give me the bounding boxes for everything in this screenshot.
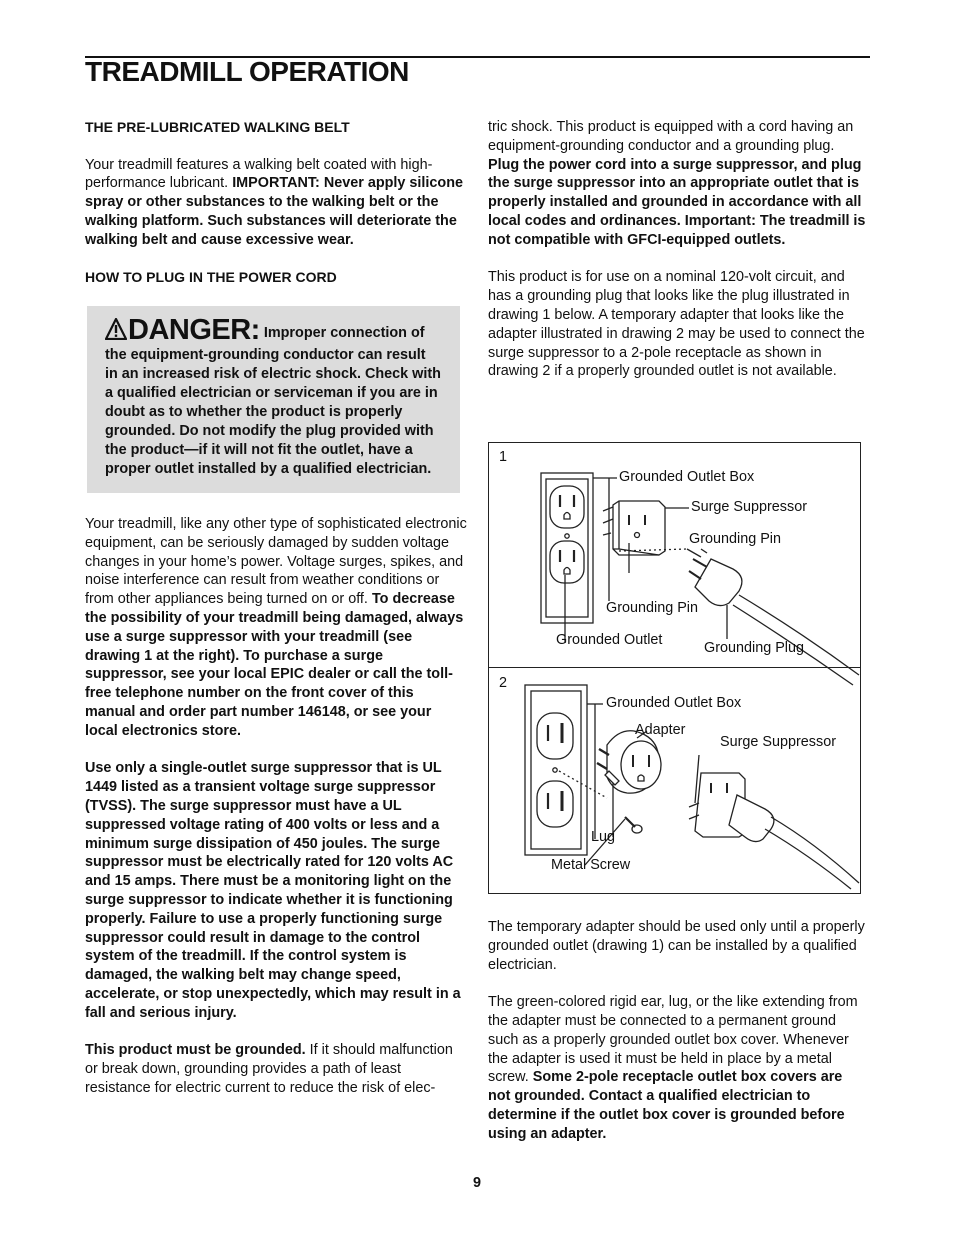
label-metal-screw: Metal Screw	[551, 857, 631, 873]
surge-text: Your treadmill, like any other type of sophisticated electronic equipment, can be seriously damaged by sudden voltage changes in your home’s power. Voltage surges, spikes, and noise interference can result from weather conditions or from other appliances being turned on or off.	[85, 515, 467, 608]
surge-suppressor-drawing-1	[603, 501, 665, 555]
left-column	[85, 118, 467, 1116]
walking-belt-warning: IMPORTANT: Never apply silicone spray or other substances to the walking belt or the walking platform. Such substances will deteriorate the walking belt and cause excessive wear.	[85, 175, 464, 248]
grounded-paragraph	[85, 1041, 467, 1097]
shock-instruction: Plug the power cord into a surge suppressor, and plug the surge suppressor into an appropriate outlet that is properly installed and grounded in accordance with all local codes and ordinances. Important: The treadmill is not compatible with GFCI-equipped outlets.	[488, 156, 866, 248]
label-grounded-outlet-box-1: Grounded Outlet Box	[619, 469, 755, 485]
label-grounding-plug: Grounding Plug	[704, 640, 805, 656]
label-grounded-outlet: Grounded Outlet	[556, 632, 663, 648]
page-number: 9	[472, 1175, 481, 1191]
drawing-2-number: 2	[499, 675, 508, 691]
page-title: TREADMILL OPERATION	[85, 56, 409, 87]
right-column-lower	[488, 918, 868, 1162]
walking-belt-paragraph	[85, 156, 467, 250]
surge-paragraph	[85, 515, 467, 741]
grounding-plug-drawing	[619, 549, 859, 685]
rigid-ear-paragraph	[488, 993, 868, 1143]
right-column	[488, 118, 868, 400]
danger-text: Improper connection of the equipment-grounding conductor can result in an increased risk of electric shock. Check with a qualified electrician or serviceman if you are in doubt as to whether the product is properly grounded. Do not modify the plug provided with the product—if it will not fit the outlet, have a proper outlet installed by a qualified electrician.	[105, 324, 441, 477]
label-grounded-outlet-box-2: Grounded Outlet Box	[606, 695, 742, 711]
danger-box	[87, 306, 460, 493]
label-grounding-pin-top: Grounding Pin	[689, 531, 782, 547]
section-heading-power-cord: HOW TO PLUG IN THE POWER CORD	[85, 269, 337, 286]
drawing-1-number: 1	[499, 449, 508, 465]
label-surge-suppressor-1: Surge Suppressor	[691, 499, 807, 515]
label-surge-suppressor-2: Surge Suppressor	[720, 734, 836, 750]
nominal-circuit-paragraph: This product is for use on a nominal 120-volt circuit, and has a grounding plug that looks like the plug illustrated in drawing 1 below. A temporary adapter that looks like the adapter illustrated in drawing 2 may be used to connect the surge suppressor to a 2-pole receptacle as shown in drawing 2 if a properly grounded outlet is not available.	[488, 269, 865, 380]
temporary-adapter-paragraph: The temporary adapter should be used only until a properly grounded outlet (drawing 1) can be installed by a qualified electrician.	[488, 919, 865, 973]
grounded-bold: This product must be grounded.	[85, 1042, 306, 1059]
surge-instruction: To decrease the possibility of your treadmill being damaged, always use a surge suppressor with your treadmill (see drawing 1 at the right). To purchase a surge suppressor, see your local EPIC dealer or call the toll-free telephone number on the front cover of this manual and order part number 146148, or see your local electronics store.	[85, 591, 464, 739]
label-lug: Lug	[591, 829, 616, 845]
power-plug-drawing-2	[729, 795, 859, 889]
warning-triangle-icon	[105, 318, 127, 346]
walking-belt-text: Your treadmill features a walking belt coated with high-performance lubricant.	[85, 156, 433, 192]
shock-text: tric shock. This product is equipped with a cord having an equipment-grounding conductor and a grounding plug.	[488, 119, 854, 154]
section-heading-walking-belt: THE PRE-LUBRICATED WALKING BELT	[85, 119, 350, 135]
metal-screw-drawing	[625, 817, 642, 833]
label-adapter: Adapter	[635, 722, 686, 738]
rigid-ear-text: The green-colored rigid ear, lug, or the like extending from the adapter must be connected to a permanent ground such as a properly grounded outlet box cover. Whenever the adapter is used it must be held in place by a metal screw.	[488, 994, 858, 1086]
shock-paragraph	[488, 118, 868, 250]
label-grounding-pin-bottom: Grounding Pin	[606, 600, 699, 616]
grounded-text: If it should malfunction or break down, grounding provides a path of least resistance for electric current to reduce the risk of elec-	[85, 1042, 453, 1096]
rigid-ear-warning: Some 2-pole receptacle outlet box covers are not grounded. Contact a qualified electrician to determine if the outlet box cover is grounded before using an adapter.	[488, 1069, 845, 1142]
danger-word: DANGER:	[128, 313, 260, 346]
two-pole-outlet-drawing	[525, 685, 587, 855]
grounded-outlet-drawing	[541, 473, 593, 623]
outlet-figure	[488, 442, 861, 894]
tvss-paragraph: Use only a single-outlet surge suppressor that is UL 1449 listed as a transient voltage surge suppressor (TVSS). The surge suppressor must have a UL suppressed voltage rating of 400 volts or less and a minimum surge dissipation of 450 joules. The surge suppressor must be electrically rated for 120 volts AC and 15 amps. There must be a monitoring light on the surge suppressor to indicate whether it is functioning properly. Failure to use a properly functioning surge suppressor could result in damage to the control system of the treadmill. If the control system is damaged, the walking belt may change speed, accelerate, or stop unexpectedly, which may result in a fall and serious injury.	[85, 760, 461, 1021]
adapter-drawing	[597, 731, 661, 793]
